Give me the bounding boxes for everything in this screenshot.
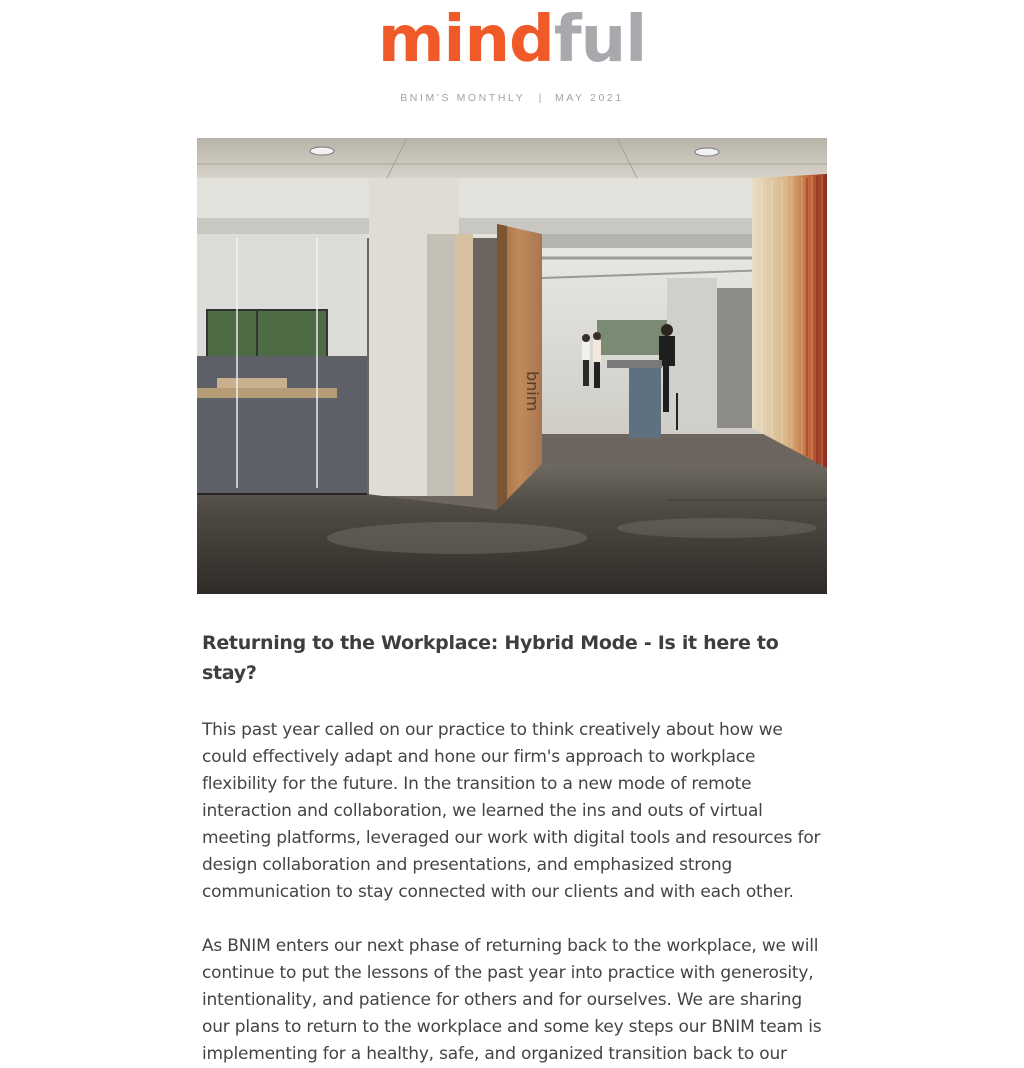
door-logo: bnim — [523, 371, 542, 412]
mindful-logo[interactable] — [0, 2, 1024, 78]
article-headline: Returning to the Workplace: Hybrid Mode - Is it here to stay? — [202, 632, 779, 684]
hero-image[interactable] — [197, 138, 827, 594]
issue-date: MAY 2021 — [554, 92, 624, 104]
publication-name: BNIM'S MONTHLY — [400, 92, 526, 104]
issue-separator: | — [538, 92, 542, 104]
article — [202, 628, 827, 1068]
logo-ful: ful — [553, 3, 647, 77]
issue-line — [0, 92, 1024, 104]
article-paragraph-1: This past year called on our practice to think creatively about how we could effectively adapt and hone our firm's approach to workplace flexibility for the future. In the transition to a new mode of remote interaction and collaboration, we learned the ins and outs of virtual meeting platforms, leveraged our work with digital tools and resources for design collaboration and presentations, and emphasized strong communication to stay connected with our clients and with each other. — [202, 720, 821, 902]
article-paragraph-2: As BNIM enters our next phase of returning back to the workplace, we will continue to put the lessons of the past year into practice with generosity, intentionality, and patience for others and for ourselves. We are sharing our plans to return to the workplace and some key steps our BNIM team is implementing for a healthy, safe, and organized transition back to our — [202, 936, 822, 1064]
logo-mind: mind — [377, 3, 554, 77]
